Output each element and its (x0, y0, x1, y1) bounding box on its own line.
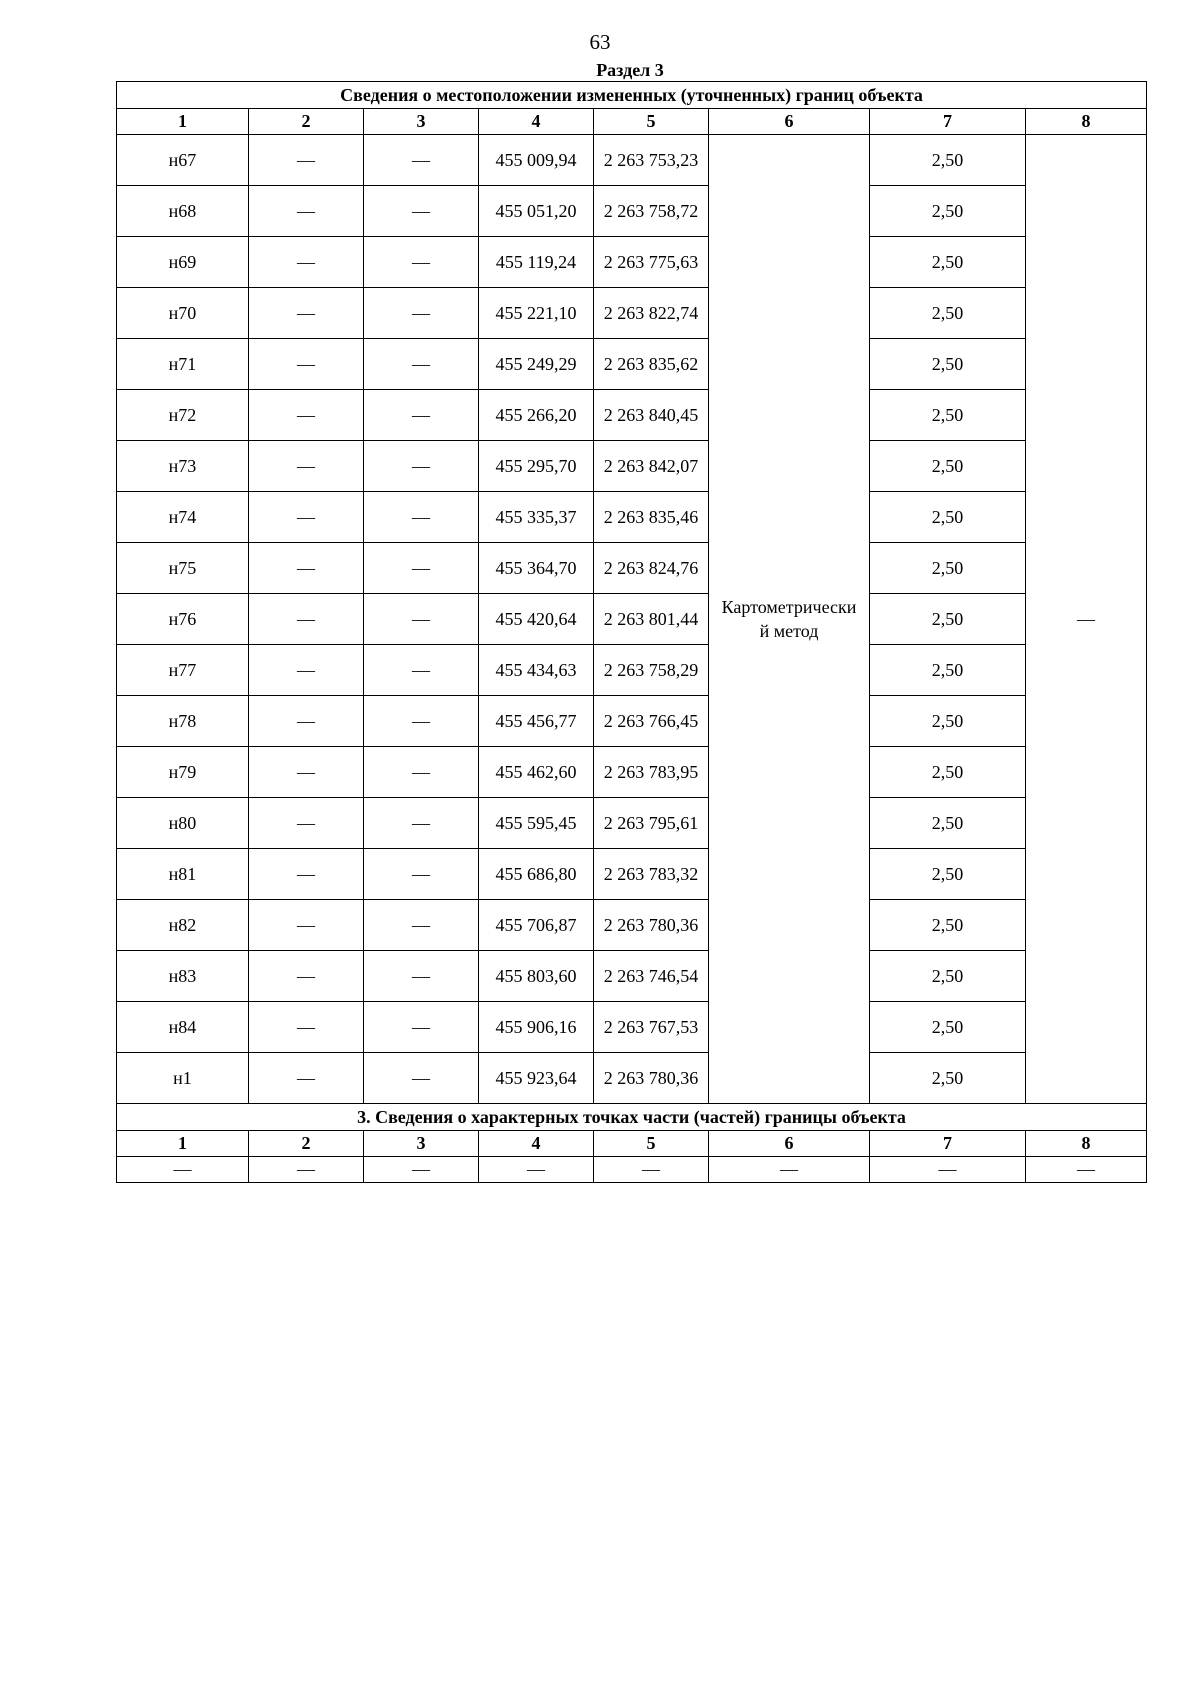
table-row (117, 237, 1147, 288)
col2-cell: — (249, 543, 364, 594)
x-coordinate-cell: 455 119,24 (479, 237, 594, 288)
table-row (117, 288, 1147, 339)
table-row (117, 900, 1147, 951)
x-coordinate-cell: 455 221,10 (479, 288, 594, 339)
point-name-cell: н73 (117, 441, 249, 492)
y-coordinate-cell: 2 263 753,23 (594, 135, 709, 186)
point-name-cell: н75 (117, 543, 249, 594)
col2-cell: — (249, 339, 364, 390)
col2-cell: — (249, 849, 364, 900)
point-name-cell: н69 (117, 237, 249, 288)
accuracy-cell: 2,50 (870, 696, 1026, 747)
table2-header-cell: 1 (117, 1131, 249, 1157)
x-coordinate-cell: 455 249,29 (479, 339, 594, 390)
point-name-cell: н68 (117, 186, 249, 237)
y-coordinate-cell: 2 263 783,32 (594, 849, 709, 900)
table1-header-cell: 2 (249, 109, 364, 135)
table2-cell: — (364, 1157, 479, 1183)
table2-cell: — (709, 1157, 870, 1183)
col3-cell: — (364, 339, 479, 390)
col3-cell: — (364, 798, 479, 849)
col2-cell: — (249, 951, 364, 1002)
col2-cell: — (249, 186, 364, 237)
accuracy-cell: 2,50 (870, 1002, 1026, 1053)
table-row (117, 1002, 1147, 1053)
col3-cell: — (364, 594, 479, 645)
accuracy-cell: 2,50 (870, 135, 1026, 186)
point-name-cell: н76 (117, 594, 249, 645)
y-coordinate-cell: 2 263 822,74 (594, 288, 709, 339)
point-name-cell: н81 (117, 849, 249, 900)
point-name-cell: н67 (117, 135, 249, 186)
x-coordinate-cell: 455 335,37 (479, 492, 594, 543)
col3-cell: — (364, 696, 479, 747)
x-coordinate-cell: 455 803,60 (479, 951, 594, 1002)
col3-cell: — (364, 492, 479, 543)
col2-cell: — (249, 594, 364, 645)
x-coordinate-cell: 455 923,64 (479, 1053, 594, 1104)
accuracy-cell: 2,50 (870, 951, 1026, 1002)
accuracy-cell: 2,50 (870, 645, 1026, 696)
y-coordinate-cell: 2 263 842,07 (594, 441, 709, 492)
table-row (117, 849, 1147, 900)
table2-cell: — (249, 1157, 364, 1183)
y-coordinate-cell: 2 263 783,95 (594, 747, 709, 798)
table-row (117, 543, 1147, 594)
table2-header-cell: 5 (594, 1131, 709, 1157)
accuracy-cell: 2,50 (870, 441, 1026, 492)
page-number: 63 (589, 30, 611, 54)
section-title: Раздел 3 (596, 60, 664, 80)
accuracy-cell: 2,50 (870, 900, 1026, 951)
table-row (117, 135, 1147, 186)
x-coordinate-cell: 455 295,70 (479, 441, 594, 492)
table2-header-cell: 4 (479, 1131, 594, 1157)
table2-header-cell: 7 (870, 1131, 1026, 1157)
x-coordinate-cell: 455 906,16 (479, 1002, 594, 1053)
accuracy-cell: 2,50 (870, 543, 1026, 594)
col3-cell: — (364, 645, 479, 696)
y-coordinate-cell: 2 263 758,29 (594, 645, 709, 696)
table1-header-cell: 4 (479, 109, 594, 135)
col2-cell: — (249, 747, 364, 798)
x-coordinate-cell: 455 434,63 (479, 645, 594, 696)
x-coordinate-cell: 455 420,64 (479, 594, 594, 645)
accuracy-cell: 2,50 (870, 849, 1026, 900)
col2-cell: — (249, 1053, 364, 1104)
table1-header-cell: 1 (117, 109, 249, 135)
table1-header-row (117, 109, 1147, 135)
point-name-cell: н84 (117, 1002, 249, 1053)
y-coordinate-cell: 2 263 840,45 (594, 390, 709, 441)
x-coordinate-cell: 455 456,77 (479, 696, 594, 747)
accuracy-cell: 2,50 (870, 237, 1026, 288)
accuracy-cell: 2,50 (870, 492, 1026, 543)
y-coordinate-cell: 2 263 758,72 (594, 186, 709, 237)
accuracy-cell: 2,50 (870, 798, 1026, 849)
y-coordinate-cell: 2 263 824,76 (594, 543, 709, 594)
y-coordinate-cell: 2 263 767,53 (594, 1002, 709, 1053)
point-name-cell: н78 (117, 696, 249, 747)
table2-title: 3. Сведения о характерных точках части (частей) границы объекта (117, 1104, 1147, 1131)
x-coordinate-cell: 455 595,45 (479, 798, 594, 849)
method-cell: Картометрически й метод (709, 135, 870, 1104)
x-coordinate-cell: 455 686,80 (479, 849, 594, 900)
y-coordinate-cell: 2 263 780,36 (594, 900, 709, 951)
point-name-cell: н71 (117, 339, 249, 390)
col3-cell: — (364, 441, 479, 492)
x-coordinate-cell: 455 009,94 (479, 135, 594, 186)
col2-cell: — (249, 798, 364, 849)
col3-cell: — (364, 288, 479, 339)
point-name-cell: н79 (117, 747, 249, 798)
x-coordinate-cell: 455 051,20 (479, 186, 594, 237)
table-row (117, 594, 1147, 645)
col3-cell: — (364, 900, 479, 951)
table-row (117, 492, 1147, 543)
col2-cell: — (249, 900, 364, 951)
point-name-cell: н70 (117, 288, 249, 339)
accuracy-cell: 2,50 (870, 594, 1026, 645)
table-row (117, 747, 1147, 798)
x-coordinate-cell: 455 706,87 (479, 900, 594, 951)
table-row (117, 798, 1147, 849)
y-coordinate-cell: 2 263 835,46 (594, 492, 709, 543)
col3-cell: — (364, 951, 479, 1002)
col3-cell: — (364, 1053, 479, 1104)
col2-cell: — (249, 237, 364, 288)
table-row (117, 1157, 1147, 1183)
col3-cell: — (364, 1002, 479, 1053)
accuracy-cell: 2,50 (870, 747, 1026, 798)
y-coordinate-cell: 2 263 795,61 (594, 798, 709, 849)
col3-cell: — (364, 186, 479, 237)
point-name-cell: н1 (117, 1053, 249, 1104)
col2-cell: — (249, 390, 364, 441)
accuracy-cell: 2,50 (870, 186, 1026, 237)
col2-cell: — (249, 135, 364, 186)
table2-header-cell: 8 (1026, 1131, 1147, 1157)
point-name-cell: н74 (117, 492, 249, 543)
table-row (117, 1053, 1147, 1104)
table2-cell: — (1026, 1157, 1147, 1183)
table2-cell: — (479, 1157, 594, 1183)
table1-header-cell: 3 (364, 109, 479, 135)
table-row (117, 951, 1147, 1002)
y-coordinate-cell: 2 263 780,36 (594, 1053, 709, 1104)
point-name-cell: н83 (117, 951, 249, 1002)
y-coordinate-cell: 2 263 766,45 (594, 696, 709, 747)
point-name-cell: н77 (117, 645, 249, 696)
col3-cell: — (364, 237, 479, 288)
point-name-cell: н72 (117, 390, 249, 441)
table1-title: Сведения о местоположении измененных (уточненных) границ объекта (117, 82, 1147, 109)
table2-header-cell: 2 (249, 1131, 364, 1157)
point-name-cell: н82 (117, 900, 249, 951)
y-coordinate-cell: 2 263 835,62 (594, 339, 709, 390)
col2-cell: — (249, 645, 364, 696)
y-coordinate-cell: 2 263 775,63 (594, 237, 709, 288)
table-row (117, 390, 1147, 441)
x-coordinate-cell: 455 266,20 (479, 390, 594, 441)
accuracy-cell: 2,50 (870, 390, 1026, 441)
boundary-table (116, 81, 1147, 1183)
table-row (117, 186, 1147, 237)
table-row (117, 441, 1147, 492)
table1-header-cell: 6 (709, 109, 870, 135)
col3-cell: — (364, 747, 479, 798)
table2-cell: — (117, 1157, 249, 1183)
table-row (117, 696, 1147, 747)
table-row (117, 645, 1147, 696)
col2-cell: — (249, 441, 364, 492)
accuracy-cell: 2,50 (870, 339, 1026, 390)
col8-cell: — (1026, 135, 1147, 1104)
col3-cell: — (364, 390, 479, 441)
table2-header-cell: 3 (364, 1131, 479, 1157)
accuracy-cell: 2,50 (870, 1053, 1026, 1104)
table2-header-row (117, 1131, 1147, 1157)
col3-cell: — (364, 849, 479, 900)
point-name-cell: н80 (117, 798, 249, 849)
table2-cell: — (594, 1157, 709, 1183)
x-coordinate-cell: 455 462,60 (479, 747, 594, 798)
col2-cell: — (249, 1002, 364, 1053)
y-coordinate-cell: 2 263 801,44 (594, 594, 709, 645)
col2-cell: — (249, 288, 364, 339)
table2-header-cell: 6 (709, 1131, 870, 1157)
col2-cell: — (249, 492, 364, 543)
col3-cell: — (364, 135, 479, 186)
table2-cell: — (870, 1157, 1026, 1183)
table1-header-cell: 8 (1026, 109, 1147, 135)
col2-cell: — (249, 696, 364, 747)
table1-title-row (117, 82, 1147, 109)
accuracy-cell: 2,50 (870, 288, 1026, 339)
table2-title-row (117, 1104, 1147, 1131)
x-coordinate-cell: 455 364,70 (479, 543, 594, 594)
y-coordinate-cell: 2 263 746,54 (594, 951, 709, 1002)
table1-header-cell: 7 (870, 109, 1026, 135)
table-row (117, 339, 1147, 390)
col3-cell: — (364, 543, 479, 594)
table1-header-cell: 5 (594, 109, 709, 135)
